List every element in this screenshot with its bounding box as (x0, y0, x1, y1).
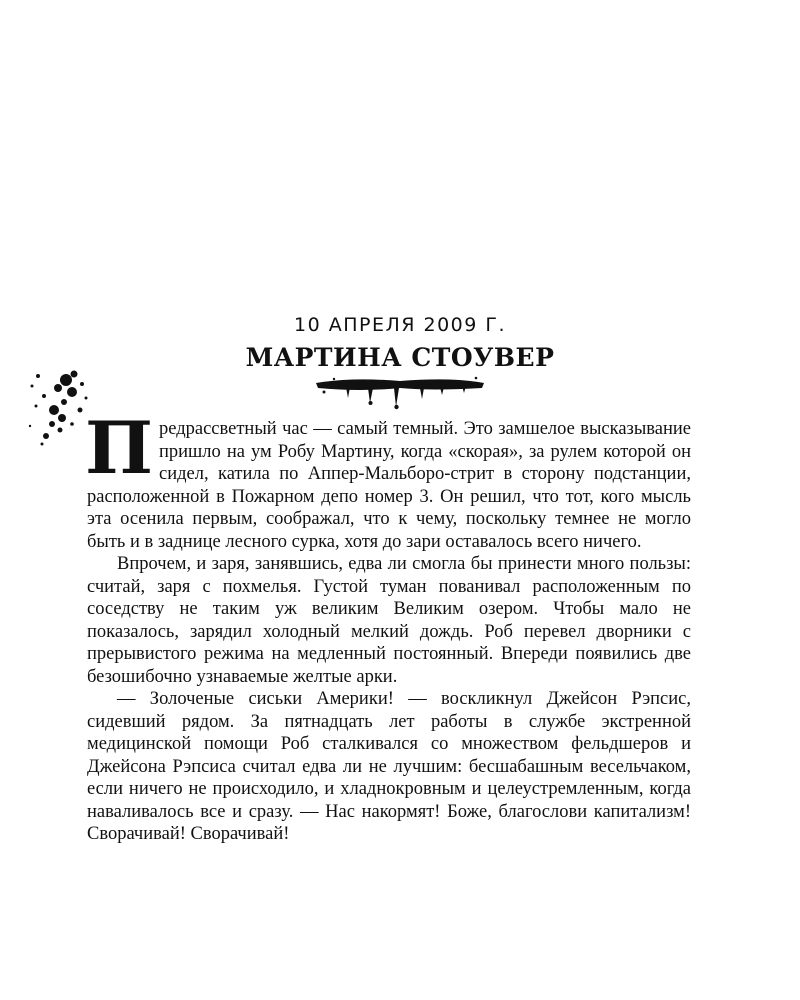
chapter-date: 10 АПРЕЛЯ 2009 Г. (293, 314, 506, 336)
paragraph: — Золоченые сиськи Америки! — воскликнул Джейсон Рэпсис, сидевший рядом. За пятнадцать лет работы в службе экстренной медицинской помощи Роб сталкивался со множеством фельдшеров и Джейсона Рэпсиса считал едва ли не лучшим: бесшабашным весельчаком, если ничего не происходило, и хладнокровным и целеустремленным, когда наваливалось все и сразу. — Нас накормят! Боже, благослови капитализм! Сворачивай! Сворачивай! (87, 689, 691, 844)
ink-drip-divider-icon (312, 374, 488, 410)
paragraph (85, 405, 691, 553)
drop-cap: П (85, 405, 153, 490)
paragraph: Впрочем, и заря, занявшись, едва ли смогла бы принести много пользы: считай, заря с похмелья. Густой туман пованивал расположенным по соседству не таким уж великим Великим озером. Чтобы мало не показалось, зарядил холодный мелкий дождь. Роб перевел дворники с прерывистого режима на медленный постоянный. Впереди появились две безошибочно узнаваемые желтые арки. (87, 554, 691, 687)
chapter-body (85, 405, 691, 846)
paragraph-text: редрассветный час — самый темный. Это замшелое высказывание пришло на ум Робу Мартину, когда «скорая», за рулем которой он сидел, катила по Аппер-Мальборо-стрит в сторону подстанции, расположенной в Пожарном депо номер 3. Он решил, что тот, кого мысль эта осенила первым, соображал, что к чему, поскольку темнее не могло быть и в заднице лесного сурка, хотя до зари оставалось всего ничего. (87, 419, 691, 552)
chapter-title: МАРТИНА СТОУВЕР (245, 343, 555, 372)
